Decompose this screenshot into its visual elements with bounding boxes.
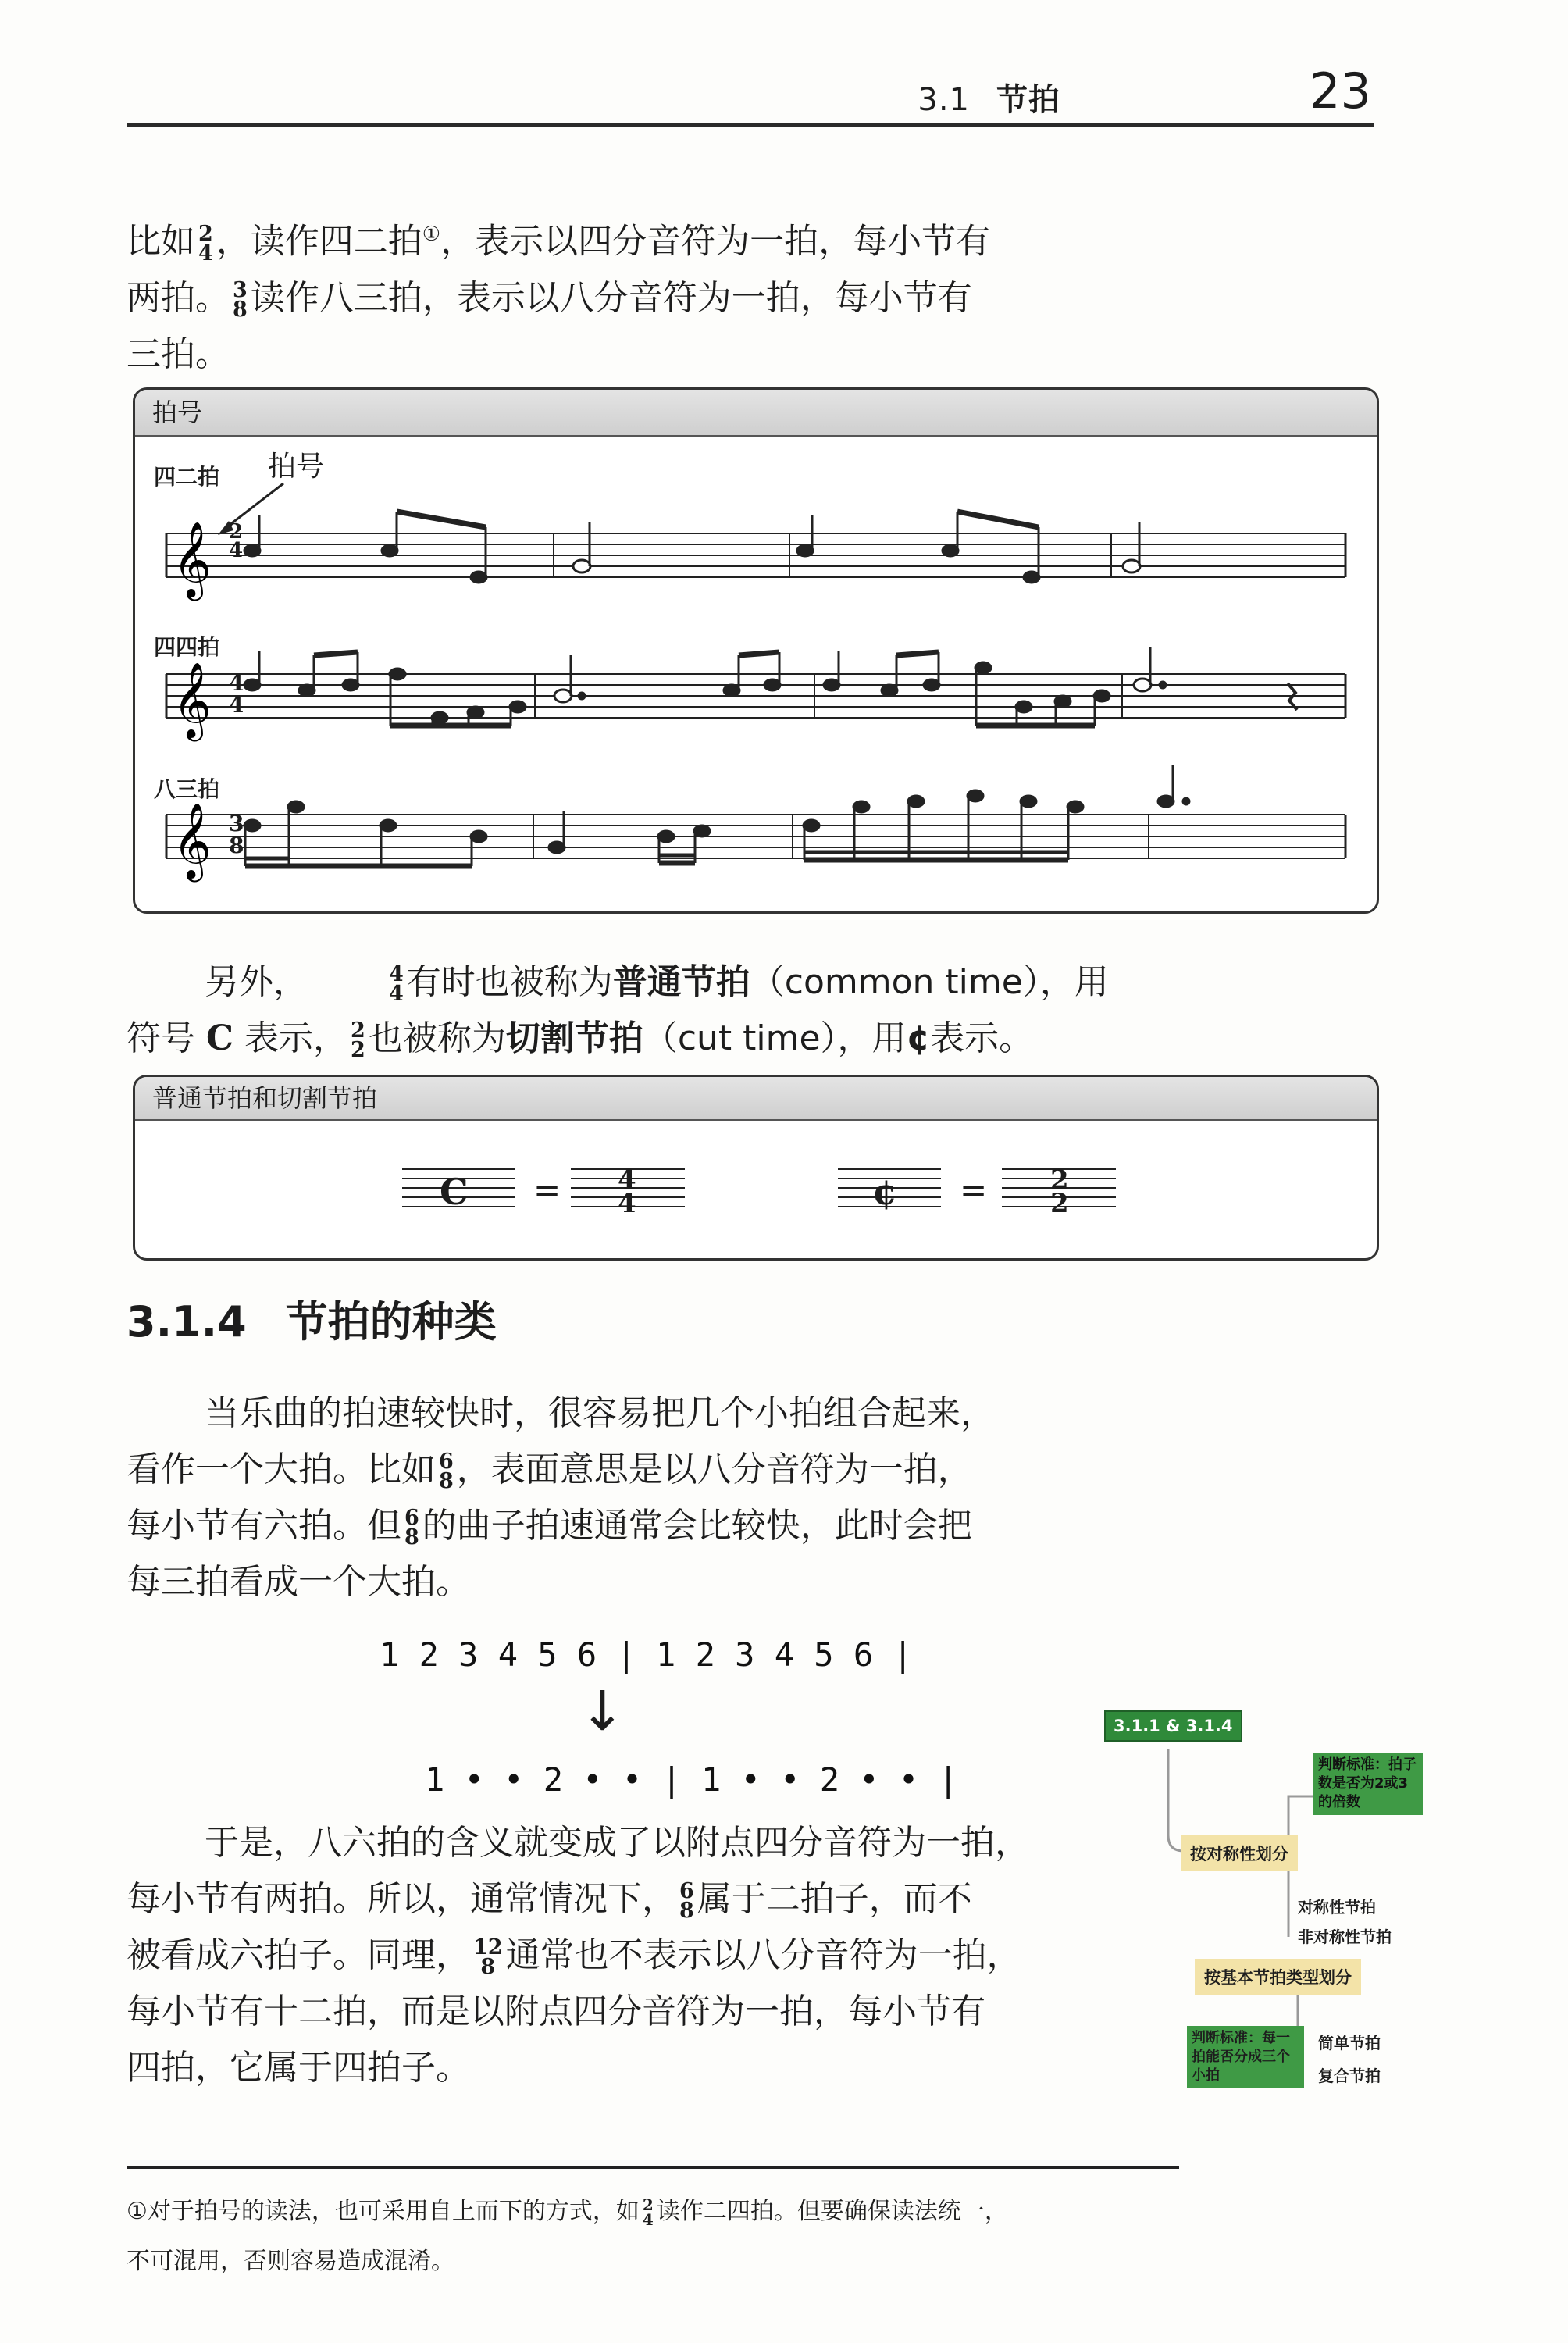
time-signature <box>679 1879 694 1923</box>
footnote-mark: ① <box>422 223 441 246</box>
mind-map-item: 简单节拍 <box>1318 2034 1381 2052</box>
numerator: 3 <box>229 811 244 836</box>
time-signature-2-2 <box>1050 1164 1069 1219</box>
time-signature <box>198 221 213 266</box>
denominator: 8 <box>233 297 248 322</box>
text: 有时也被称为 <box>406 962 613 1002</box>
text: ，读作四二拍 <box>216 221 422 262</box>
denominator: 4 <box>389 982 404 1006</box>
treble-clef-icon: 𝄞 <box>173 802 212 879</box>
notes-2-4 <box>244 512 1140 583</box>
time-signature-4-4 <box>229 672 244 716</box>
mind-map <box>1093 1703 1452 2109</box>
denominator: 8 <box>679 1899 694 1923</box>
notes-4-4 <box>244 647 1297 726</box>
row-label-3-8: 八三拍 <box>154 776 220 802</box>
time-signature-3-8 <box>229 813 244 857</box>
numerator: 2 <box>229 520 244 544</box>
annotation-label: 拍号 <box>268 451 325 483</box>
text: 被看成六拍子。同理， <box>127 1935 470 1975</box>
numerator: 3 <box>233 277 248 302</box>
text: 比如 <box>127 221 195 262</box>
equals-sign: = <box>960 1171 988 1209</box>
text: 看作一个大拍。比如 <box>127 1450 436 1489</box>
text: 当乐曲的拍速较快时，很容易把几个小拍组合起来， <box>205 1393 995 1433</box>
header-rule <box>127 123 1374 127</box>
time-signature-2-4 <box>229 522 243 560</box>
denominator: 2 <box>1050 1188 1069 1219</box>
mind-map-item: 非对称性节拍 <box>1298 1928 1392 1946</box>
denominator: 4 <box>618 1188 636 1219</box>
common-time-symbol: C <box>206 1018 234 1058</box>
box-title: 普通节拍和切割节拍 <box>135 1077 1377 1121</box>
term-common-time: 普通节拍 <box>612 962 750 1002</box>
row-label-2-4: 四二拍 <box>154 464 220 490</box>
compound-meter-paragraph <box>127 1815 1142 2096</box>
treble-clef-icon: 𝄞 <box>173 662 212 738</box>
numerator: 4 <box>229 670 244 696</box>
text: ，表示以四分音符为一拍，每小节有 <box>440 221 991 262</box>
text: 的曲子拍速通常会比较快，此时会把 <box>422 1506 972 1546</box>
common-time-paragraph <box>127 954 1110 1067</box>
mind-map-branch-1: 按对称性划分 <box>1181 1835 1298 1871</box>
text: 通常也不表示以八分音符为一拍， <box>505 1935 1021 1975</box>
numerator: 2 <box>198 221 213 246</box>
text: 不可混用，否则容易造成混淆。 <box>127 2248 454 2275</box>
denominator: 8 <box>480 1955 496 1979</box>
time-signature-4-4 <box>618 1164 636 1219</box>
section-number: 3.1 <box>918 82 970 118</box>
cut-time-symbol: ¢ <box>906 1018 931 1058</box>
time-signature <box>351 1018 365 1062</box>
footnote-rule <box>127 2166 1179 2169</box>
text: 四拍，它属于四拍子。 <box>127 2048 470 2088</box>
text: 也被称为 <box>368 1018 506 1058</box>
treble-clef-icon: 𝄞 <box>173 521 212 597</box>
mind-map-item: 对称性节拍 <box>1298 1898 1376 1917</box>
numerator: 2 <box>1050 1164 1069 1196</box>
denominator: 4 <box>642 2209 654 2229</box>
text: 另外， <box>205 962 308 1002</box>
text: （cut time），用 <box>643 1018 907 1058</box>
mind-map-root: 3.1.1 & 3.1.4 <box>1104 1710 1242 1742</box>
counting-top: 1 2 3 4 5 6 | 1 2 3 4 5 6 | <box>380 1635 913 1674</box>
section-title: 节拍 <box>996 82 1060 118</box>
time-signature <box>439 1452 454 1491</box>
numerator: 4 <box>618 1164 636 1196</box>
section-heading-title: 节拍的种类 <box>285 1297 497 1346</box>
equivalence-staves <box>135 1119 1377 1258</box>
denominator: 8 <box>229 833 244 858</box>
text: 每三拍看成一个大拍。 <box>127 1562 470 1602</box>
down-arrow-icon: ↓ <box>579 1679 625 1743</box>
denominator: 4 <box>229 539 244 562</box>
time-signature <box>642 2195 654 2229</box>
text: ①对于拍号的读法，也可采用自上而下的方式，如 <box>127 2198 640 2225</box>
text: 每小节有两拍。所以，通常情况下， <box>127 1879 676 1919</box>
text: 每小节有十二拍，而是以附点四分音符为一拍，每小节有 <box>127 1992 985 2031</box>
row-label-4-4: 四四拍 <box>154 634 220 660</box>
section-heading-number: 3.1.4 <box>127 1297 247 1346</box>
footnote <box>127 2187 1188 2287</box>
equals-sign: = <box>533 1171 561 1209</box>
section-heading <box>127 1289 497 1349</box>
numerator: 2 <box>642 2195 654 2214</box>
text: ，表面意思是以八分音符为一拍， <box>456 1450 972 1489</box>
denominator: 8 <box>439 1469 454 1493</box>
text: 读作二四拍。但要确保读法统一， <box>656 2198 1008 2225</box>
intro-paragraph <box>127 206 1079 383</box>
staff-2-4 <box>166 533 1345 577</box>
time-signature <box>311 962 404 1006</box>
text: 于是，八六拍的含义就变成了以附点四分音符为一拍， <box>205 1823 1029 1863</box>
common-time-symbol: C <box>440 1171 469 1213</box>
denominator: 2 <box>351 1038 365 1062</box>
numerator: 6 <box>439 1450 454 1474</box>
running-header <box>918 75 1060 119</box>
staff-lines <box>402 1164 1116 1207</box>
term-cut-time: 切割节拍 <box>505 1018 643 1058</box>
music-staves <box>135 390 1377 911</box>
cut-time-symbol: ¢ <box>872 1171 898 1213</box>
numerator: 4 <box>389 962 404 986</box>
mind-map-criterion-1: 判断标准：拍子数是否为2或3的倍数 <box>1313 1753 1423 1815</box>
text: （common time），用 <box>750 962 1109 1002</box>
text: 符号 <box>127 1018 195 1058</box>
mind-map-branch-2: 按基本节拍类型划分 <box>1195 1959 1361 1995</box>
text: 两拍。 <box>127 277 230 318</box>
denominator: 4 <box>229 692 244 718</box>
page-number: 23 <box>1310 62 1371 119</box>
box-title: 拍号 <box>135 390 1377 437</box>
staff-4-4 <box>166 670 1345 718</box>
numerator: 6 <box>679 1879 694 1903</box>
text: 属于二拍子，而不 <box>697 1879 972 1919</box>
denominator: 4 <box>198 241 213 266</box>
text: 读作八三拍，表示以八分音符为一拍，每小节有 <box>250 277 972 318</box>
mind-map-item: 复合节拍 <box>1318 2067 1381 2085</box>
beat-types-paragraph <box>127 1385 1110 1610</box>
text: 表示。 <box>930 1018 1034 1058</box>
numerator: 12 <box>473 1935 503 1960</box>
common-cut-time-box <box>133 1075 1379 1261</box>
numerator: 6 <box>404 1506 419 1530</box>
mind-map-criterion-2: 判断标准：每一拍能否分成三个小拍 <box>1187 2026 1304 2088</box>
text: 三拍。 <box>127 333 230 374</box>
time-signature <box>233 277 248 322</box>
time-signature-box <box>133 387 1379 914</box>
time-signature <box>404 1506 419 1550</box>
numerator: 2 <box>351 1018 365 1043</box>
text: 表示， <box>244 1018 348 1058</box>
staff-3-8 <box>166 811 1345 858</box>
text: 每小节有六拍。但 <box>127 1506 401 1546</box>
counting-bottom: 1 • • 2 • • | 1 • • 2 • • | <box>425 1760 958 1799</box>
denominator: 8 <box>404 1525 419 1550</box>
time-signature <box>473 1935 503 1979</box>
